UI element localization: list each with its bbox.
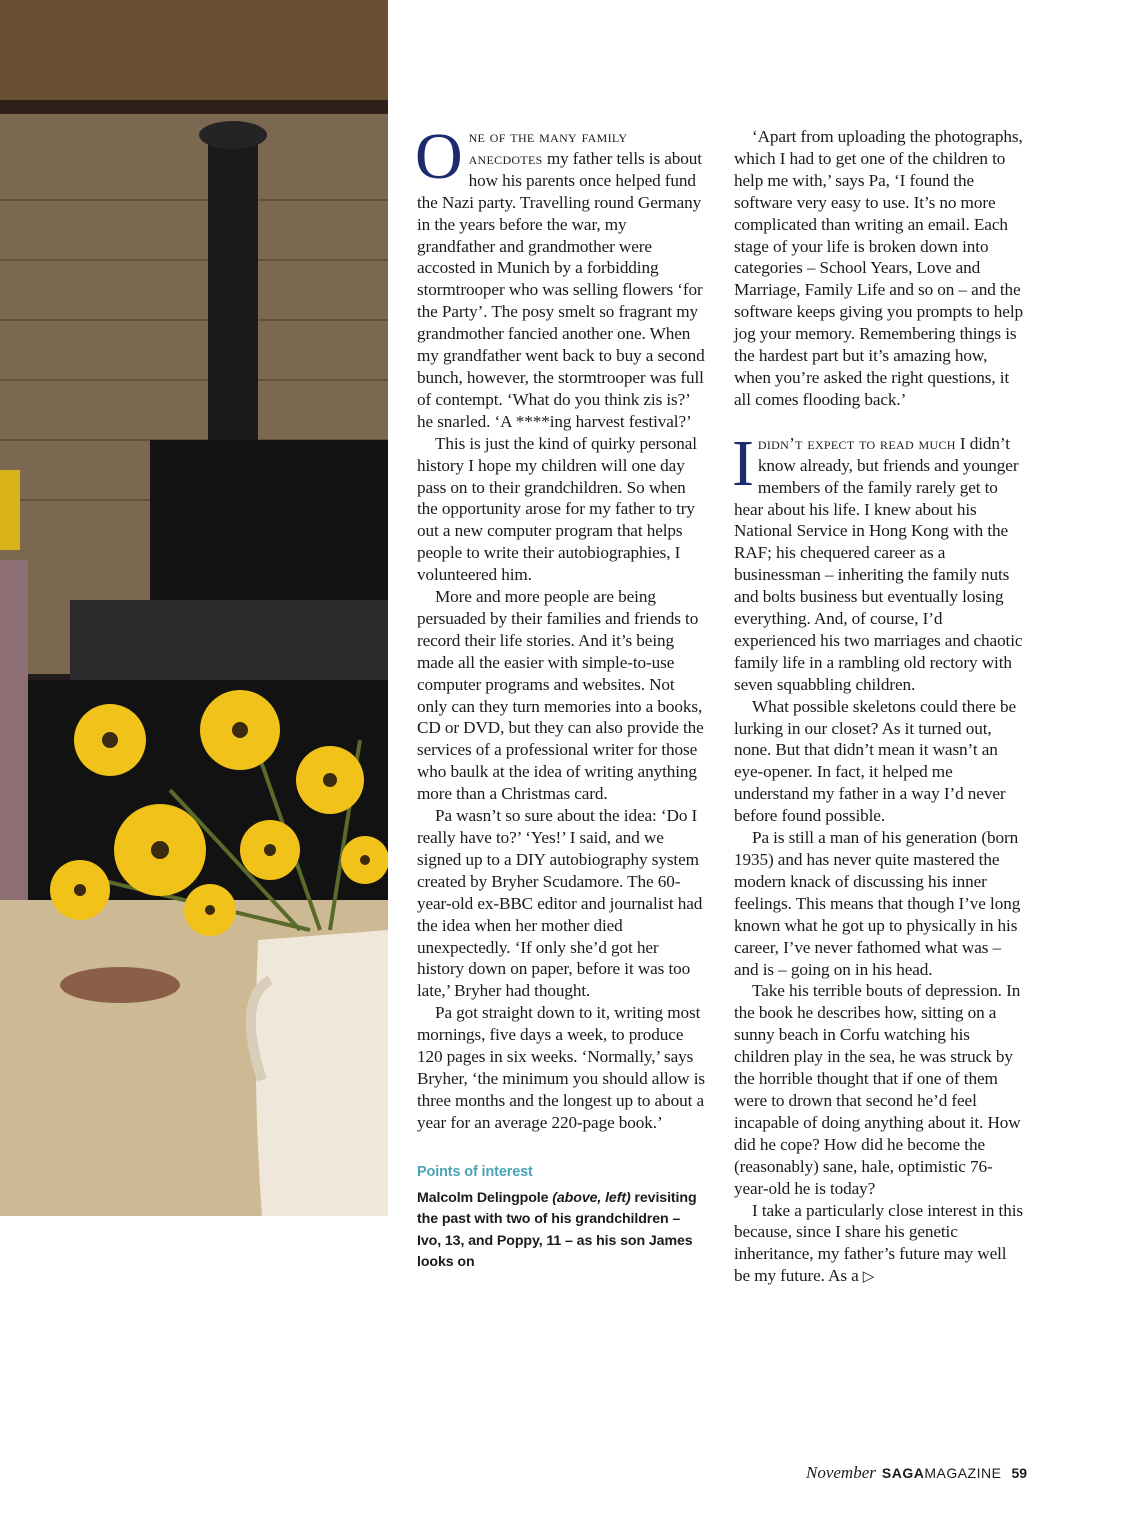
page-footer (806, 1463, 1027, 1483)
paragraph-text: my father tells is about how his parents once helped fund the Nazi party. Travelling round Germany in the years before the war, my grandfather and grandmother were accosted in Munich by a forbidding stormtrooper who was selling flowers ‘for the Party’. The posy smelt so fragrant my grandmother fancied another one. When my grandfather went back to buy a second bunch, however, the stormtrooper was full of contempt. ‘What do you think zis is?’ he snarled. ‘A ****ing harvest festival?’ (417, 148, 705, 431)
article-paragraph: Pa got straight down to it, writing most mornings, five days a week, to produce 120 pages in six weeks. ‘Normally,’ says Bryher, ‘the minimum you should allow is three months and the longest up to about a year for an average 220-page book.’ (417, 1003, 705, 1132)
article-paragraph: ‘Apart from uploading the photographs, which I had to get one of the children to help me with,’ says Pa, ‘I found the software very easy to use. It’s no more complicated than writing an email. Each stage of your life is broken down into categories – School Years, Love and Marriage, Family Life and so on – and the software keeps giving you prompts to help jog your memory. Remembering things is the hardest part but it’s amazing how, when you’re asked the right questions, it all comes flooding back.’ (734, 127, 1023, 409)
page-number: 59 (1011, 1465, 1028, 1481)
caption-text: revisiting the past with two of his grandchildren – Ivo, 13, and Poppy, 11 – as his son James looks on (417, 1189, 697, 1271)
article-paragraph (734, 1200, 1026, 1290)
caption-emphasis: (above, left) (552, 1189, 631, 1206)
lead-in: ne of the many family anecdotes (468, 127, 628, 168)
brand-bold: SAGA (881, 1465, 925, 1481)
brand-light: MAGAZINE (924, 1465, 1002, 1481)
article-column-1 (415, 120, 705, 1274)
article-paragraph: Take his terrible bouts of depression. In the book he describes how, sitting on a sunny beach in Corfu watching his children play in the sea, he was struck by the horrible thought that if one of them were to drown that second he’d feel incapable of doing anything about it. How did he cope? How did he become the (reasonably) sane, hale, optimistic 76-year-old he is today? (734, 981, 1021, 1198)
kitchen-flowers-illustration (0, 0, 388, 1216)
article-paragraph: What possible skeletons could there be lurking in our closet? As it turned out, none. But that didn’t mean it wasn’t an eye-opener. In fact, it helped me understand my father in a way I’d never before found possible. (734, 696, 1016, 826)
magazine-brand (882, 1465, 1002, 1481)
drop-cap: O (415, 120, 463, 193)
continue-arrow-icon: ▷ (862, 1269, 875, 1286)
paragraph-text: I take a particularly close interest in this because, since I share his genetic inheritance, my father’s future may well be my future. As a (734, 1200, 1023, 1286)
article-paragraph (732, 426, 1026, 696)
photo-caption (417, 1188, 705, 1274)
lead-in: didn’t expect to read much (757, 433, 956, 453)
issue-month: November (806, 1463, 876, 1482)
caption-name: Malcolm Delingpole (417, 1189, 553, 1206)
article-column-2 (734, 126, 1026, 1289)
article-paragraph: Pa wasn’t so sure about the idea: ‘Do I really have to?’ ‘Yes!’ I said, and we signed up to a DIY autobiography system created by Bryher Scudamore. The 60-year-old ex-BBC editor and journalist had the idea when her mother died unexpectedly. ‘If only she’d got her history down on paper, before it was too late,’ Bryher had thought. (417, 806, 703, 1001)
drop-cap: I (732, 426, 754, 500)
article-paragraph: More and more people are being persuaded by their families and friends to record their life stories. And it’s being made all the easier with simple-to-use computer programs and websites. Not only can they turn memories into a books, CD or DVD, but they can also provide the services of a professional writer for those who baulk at the idea of writing anything more than a Christmas card. (417, 587, 704, 804)
article-paragraph: Pa is still a man of his generation (born 1935) and has never quite mastered the modern knack of discussing his inner feelings. This means that though I’ve long known what he got up to physically in his career, I’ve never fathomed what was – and is – going on in his head. (734, 828, 1021, 979)
caption-heading: Points of interest (417, 1163, 533, 1180)
paragraph-text: I didn’t know already, but friends and younger members of the family rarely get to hear about his life. I knew about his National Service in Hong Kong with the RAF; his chequered career as a businessman – inheriting the family nuts and bolts business but eventually losing everything. And, of course, I’d experienced his two marriages and chaotic family life in a rambling old rectory with seven squabbling children. (734, 433, 1023, 694)
article-paragraph (415, 120, 705, 433)
article-paragraph: This is just the kind of quirky personal history I hope my children will one day pass on to their grandchildren. So when the opportunity arose for my father to try out a new computer program that helps people to write their autobiographies, I volunteered him. (417, 433, 697, 585)
article-photo (0, 0, 388, 1216)
